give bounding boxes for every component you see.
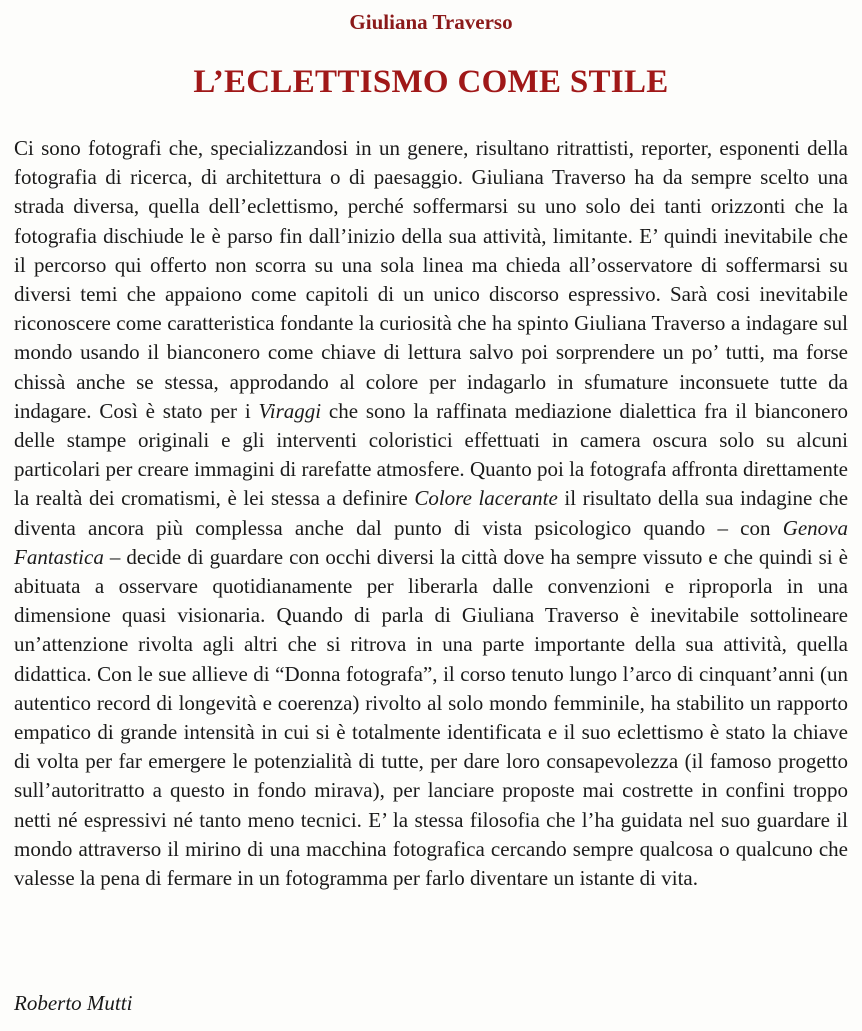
- article-body: [14, 134, 848, 893]
- body-text: – decide di guardare con occhi diversi la città dove ha sempre vissuto e che quindi si è abituata a osservare quotidianamente per liberarla dalle convenzioni e riproporla in una dimensione quasi visionaria. Quando di parla di Giuliana Traverso è inevitabile sottolineare un’attenzione rivolta agli altri che si ritrova in una parte importante della sua attività, quella didattica. Con le sue allieve di “Donna fotografa”, il corso tenuto lungo l’arco di cinquant’anni (un autentico record di longevità e coerenza) rivolto al solo mondo femminile, ha stabilito un rapporto empatico di grande intensità in cui si è totalmente identificata e il suo eclettismo è stato la chiave di volta per far emergere le potenzialità di tutte, per dare loro consapevolezza (il famoso progetto sull’autoritratto a questo in fondo mirava), per lanciare proposte mai costrette in confini troppo netti né espressivi né tanto meno tecnici. E’ la stessa filosofia che l’ha guidata nel suo guardare il mondo attraverso il mirino di una macchina fotografica cercando sempre qualcosa o qualcuno che valesse la pena di fermare in un fotogramma per farlo diventare un istante di vita.: [14, 544, 848, 891]
- body-text: Ci sono fotografi che, specializzandosi in un genere, risultano ritrattisti, reporter, esponenti della fotografia di ricerca, di architettura o di paesaggio. Giuliana Traverso ha da sempre scelto una strada diversa, quella dell’eclettismo, perché soffermarsi su uno solo dei tanti orizzonti che la fotografia dischiude le è parso fin dall’inizio della sua attività, limitante. E’ quindi inevitabile che il percorso qui offerto non scorra su una sola linea ma chieda all’osservatore di soffermarsi su diversi temi che appaiono come capitoli di un unico discorso espressivo. Sarà cosi inevitabile riconoscere come caratteristica fondante la curiosità che ha spinto Giuliana Traverso a indagare sul mondo usando il bianconero come chiave di lettura salvo poi sorprendere un po’ tutti, ma forse chissà anche se stessa, approdando al colore per indagarlo in sfumature inconsuete tutte da indagare. Così è stato per i: [14, 136, 848, 423]
- italic-genova-fantastica: Genova Fantastica: [14, 515, 848, 569]
- body-text: che sono la raffinata mediazione dialettica fra il bianconero delle stampe originali e gli interventi coloristici effettuati in camera oscura solo su alcuni particolari per creare immagini di rarefatte atmosfere. Quanto poi la fotografa affronta direttamente la realtà dei cromatismi, è lei stessa a definire: [14, 398, 848, 511]
- author-heading: Giuliana Traverso: [349, 10, 513, 34]
- signature: Roberto Mutti: [14, 991, 133, 1015]
- body-text: il risultato della sua indagine che diventa ancora più complessa anche dal punto di vista psicologico quando – con: [14, 486, 849, 540]
- italic-viraggi: Viraggi: [258, 398, 322, 423]
- italic-colore-lacerante: Colore lacerante: [414, 486, 558, 511]
- article-title: L’ECLETTISMO COME STILE: [193, 64, 669, 100]
